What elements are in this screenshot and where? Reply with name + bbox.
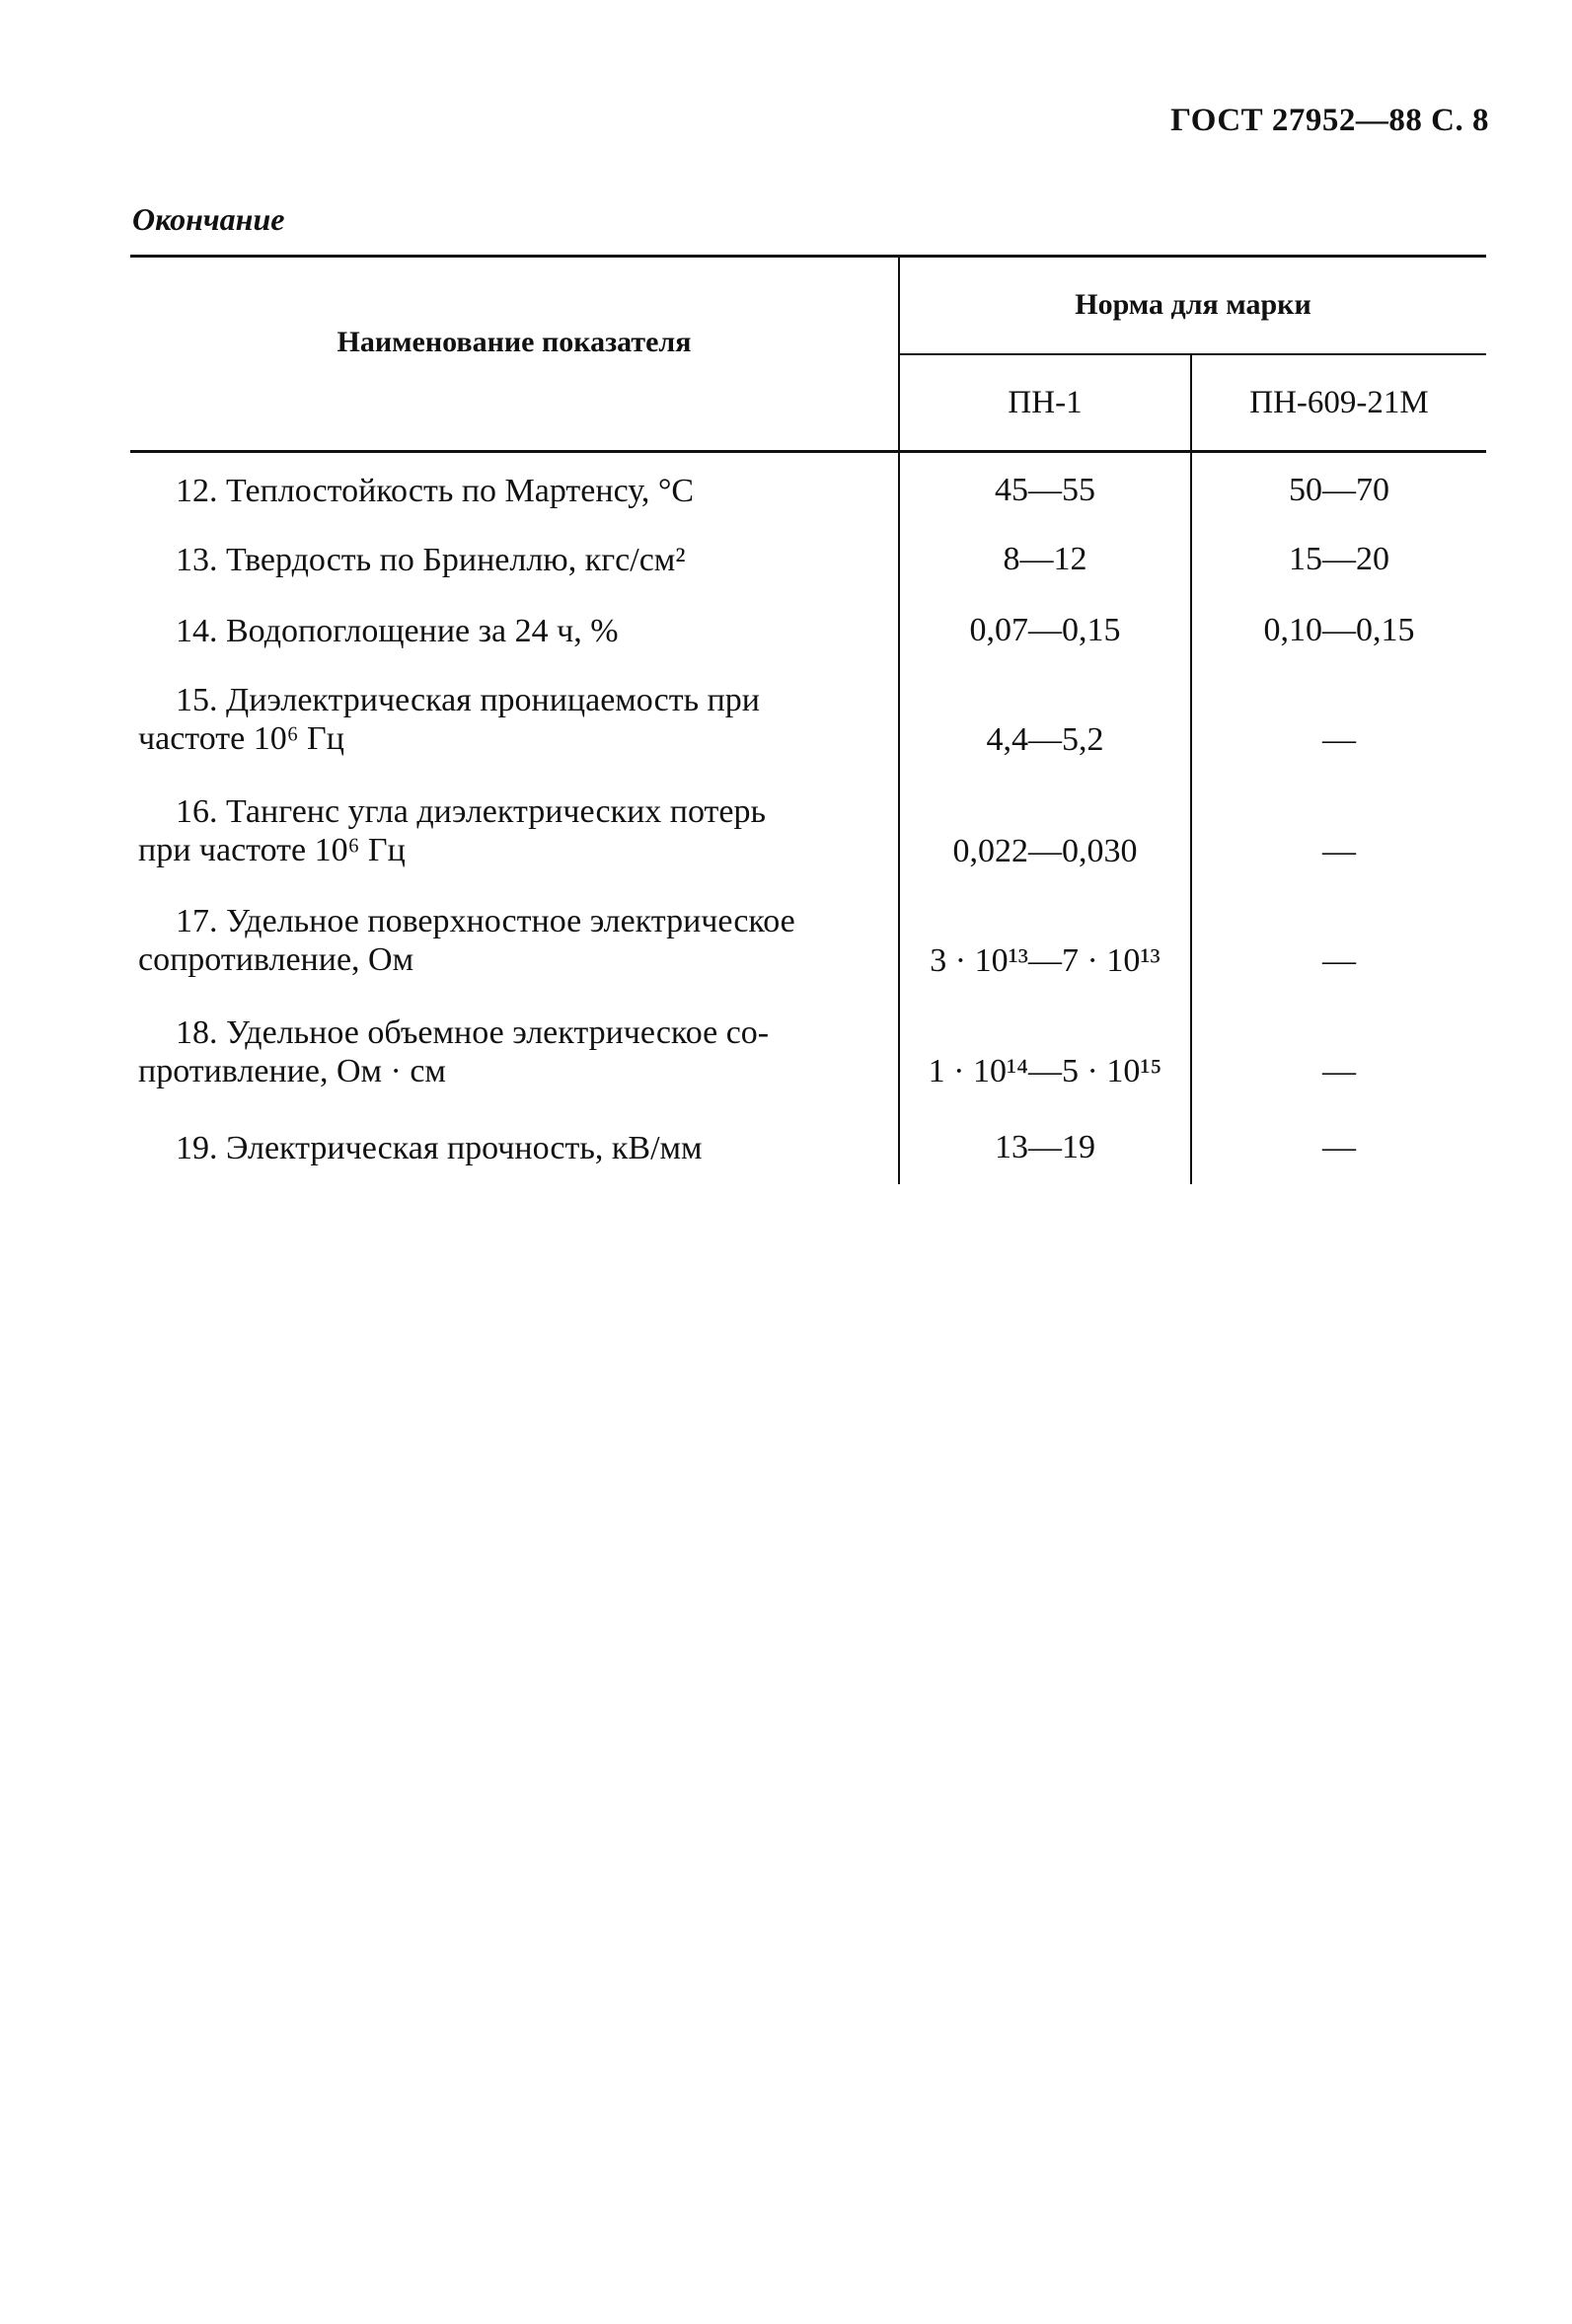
row-name xyxy=(130,1013,769,1090)
row-name-line: 15. Диэлектрическая проницаемость при xyxy=(176,682,760,718)
row-value-pn1: 4,4—5,2 xyxy=(986,721,1104,758)
row-name-line: частоте 10⁶ Гц xyxy=(138,720,344,757)
continuation-label: Окончание xyxy=(132,201,285,237)
row-value-pn609: — xyxy=(1322,833,1356,869)
col-name-header: Наименование показателя xyxy=(337,326,692,358)
row-name-line: 13. Твердость по Бринеллю, кгс/см² xyxy=(176,542,686,578)
page-header: ГОСТ 27952—88 С. 8 xyxy=(1170,103,1489,138)
row-value-pn609: 50—70 xyxy=(1289,472,1389,508)
group-header-rule xyxy=(898,353,1486,355)
row-value-pn609: — xyxy=(1322,1129,1356,1165)
row-name xyxy=(176,1129,703,1167)
row-name xyxy=(176,472,694,510)
table-top-rule xyxy=(130,255,1486,258)
row-value-pn609: — xyxy=(1322,721,1356,758)
header-bottom-rule xyxy=(130,450,1486,453)
row-name xyxy=(176,541,686,579)
row-name xyxy=(176,612,619,650)
row-value-pn1: 0,07—0,15 xyxy=(969,612,1121,648)
col-group-header: Норма для марки xyxy=(1075,288,1311,321)
row-value-pn609: — xyxy=(1322,1053,1356,1089)
properties-table xyxy=(130,255,1486,1184)
row-value-pn1: 13—19 xyxy=(995,1129,1095,1165)
row-name-line: 19. Электрическая прочность, кВ/мм xyxy=(176,1130,703,1166)
row-value-pn1: 3 · 10¹³—7 · 10¹³ xyxy=(930,942,1160,979)
row-value-pn1: 1 · 10¹⁴—5 · 10¹⁵ xyxy=(928,1053,1162,1089)
row-value-pn1: 0,022—0,030 xyxy=(952,833,1138,869)
row-name-line: 16. Тангенс угла диэлектрических потерь xyxy=(176,793,766,830)
row-name xyxy=(130,681,760,758)
row-value-pn609: — xyxy=(1322,942,1356,979)
row-name-line: при частоте 10⁶ Гц xyxy=(138,832,406,868)
row-name-line: 14. Водопоглощение за 24 ч, % xyxy=(176,613,619,649)
row-name-line: 12. Теплостойкость по Мартенсу, °С xyxy=(176,473,695,509)
row-name-line: сопротивление, Ом xyxy=(138,941,414,978)
row-name-line: противление, Ом · см xyxy=(138,1053,446,1089)
col-pn609-header: ПН-609-21М xyxy=(1249,385,1429,420)
col-pn1-header: ПН-1 xyxy=(1008,385,1083,420)
row-name-line: 17. Удельное поверхностное электрическое xyxy=(176,903,795,939)
row-value-pn609: 0,10—0,15 xyxy=(1263,612,1415,648)
row-value-pn1: 8—12 xyxy=(1003,541,1087,577)
row-name xyxy=(130,902,795,979)
row-name-line: 18. Удельное объемное электрическое со- xyxy=(176,1014,770,1051)
row-name xyxy=(130,792,766,869)
row-value-pn1: 45—55 xyxy=(995,472,1095,508)
row-value-pn609: 15—20 xyxy=(1289,541,1389,577)
